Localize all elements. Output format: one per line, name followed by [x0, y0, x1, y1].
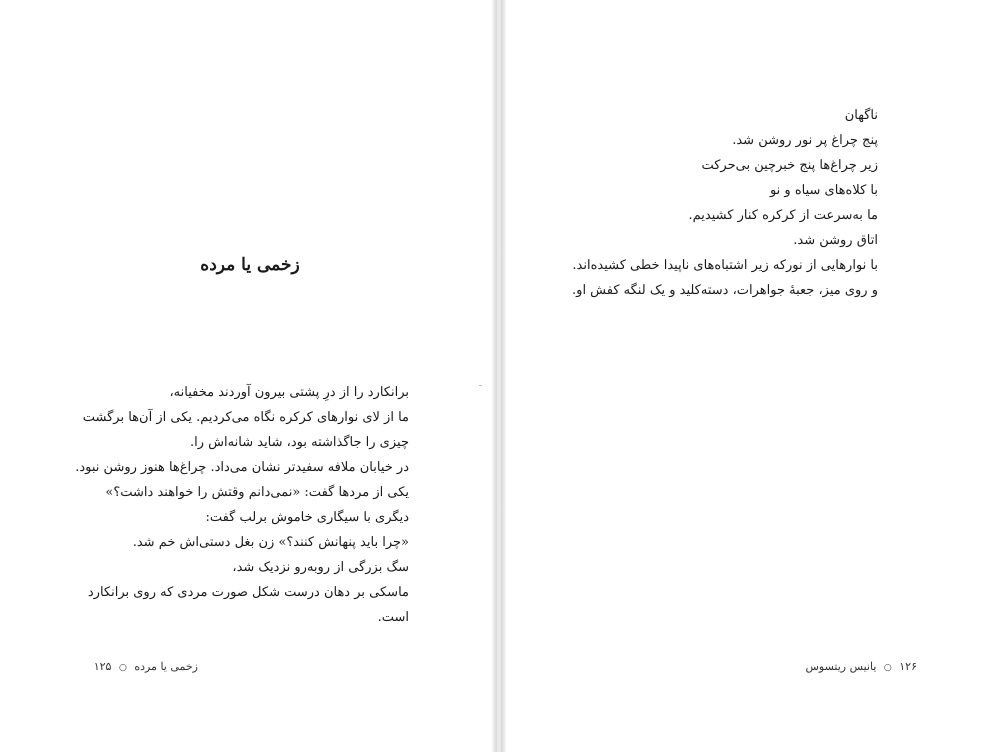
poem-line: ماسکی بر دهان درست شکل صورت مردی که روی برانکارد [87, 585, 409, 600]
poem-text-left [75, 380, 409, 630]
gutter-shadow [501, 0, 507, 752]
poem-line: است. [377, 610, 409, 625]
page-number: ۱۲۵ [93, 660, 112, 673]
left-page [0, 0, 497, 752]
poem-line: در خیابان ملافه سفیدتر نشان می‌داد. چراغ‌ها هنوز روشن نبود. [75, 460, 409, 475]
poem-line: «چرا باید پنهانش کنند؟» زن بغل دستی‌اش خم شد. [132, 535, 409, 550]
poem-line: پنج چراغ پر نور روشن شد. [732, 133, 878, 148]
page-footer-right [807, 660, 917, 673]
running-title: زخمی یا مرده [134, 660, 198, 673]
poem-line: زیر چراغ‌ها پنج خبرچین بی‌حرکت [701, 158, 878, 173]
separator-circle-icon: ○ [883, 663, 892, 673]
poem-line: ما از لای نوارهای کرکره نگاه می‌کردیم. یکی از آن‌ها برگشت [82, 410, 409, 425]
poem-title: زخمی یا مرده [200, 255, 300, 275]
poem-line: دیگری با سیگاری خاموش برلب گفت: [205, 510, 409, 525]
poem-text-right [558, 103, 878, 303]
right-page [501, 0, 997, 752]
poem-line: چیزی را جاگذاشته بود، شاید شانه‌اش را. [190, 435, 409, 450]
poem-line: اتاق روشن شد. [793, 233, 878, 248]
page-footer-left [88, 660, 198, 673]
running-title: یانیس ریتسوس [805, 660, 877, 673]
page-number: ۱۲۶ [899, 660, 917, 673]
poem-line: با نوارهایی از نورکه زیر اشتباه‌های ناپیدا خطی کشیده‌اند. [572, 258, 878, 273]
poem-line: با کلاه‌های سیاه و نو [769, 183, 878, 198]
poem-line: و روی میز، جعبهٔ جواهرات، دسته‌کلید و یک لنگه کفش او. [572, 283, 878, 298]
poem-line: سگ بزرگی از روبه‌رو نزدیک شد، [232, 560, 409, 575]
scan-speck [479, 385, 482, 386]
poem-line: برانکارد را از درِ پشتی بیرون آوردند مخفیانه، [169, 385, 409, 400]
separator-circle-icon: ○ [118, 663, 127, 673]
gutter-shadow [491, 0, 497, 752]
poem-line: یکی از مردها گفت: «نمی‌دانم وقتش را خواهند داشت؟» [105, 485, 409, 500]
poem-line: ما به‌سرعت از کرکره کنار کشیدیم. [688, 208, 878, 223]
poem-line: ناگهان [844, 108, 878, 123]
